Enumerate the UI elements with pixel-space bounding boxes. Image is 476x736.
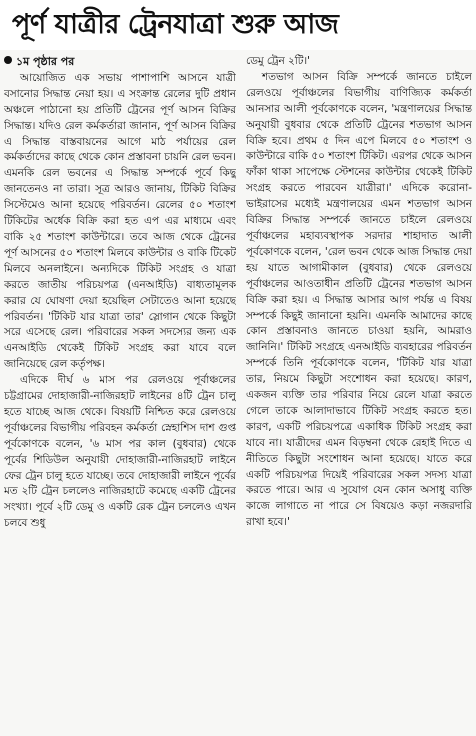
paragraph: আয়োজিত এক সভায় পাশাপাশি আসনে যাত্রী বসানোর সিদ্ধান্ত নেয়া হয়। এ সংক্রান্ত রেলের দুটি প্রধান অঞ্চলে পাঠানো হয় প্রতিটি ট্রেনের পূর্ণ আসন বিক্রির সিদ্ধান্ত। যদিও রেল কর্মকর্তারা জানান, পূর্ণ আসন বিক্রির এ সিদ্ধান্ত বাস্তবায়নের আগে মাঠ পর্যায়ের রেল কর্মকর্তাদের কাছে থেকে কোন প্রস্তাবনা চায়নি রেল ভবন। এমনকি রেল ভবনের এ সিদ্ধান্ত সম্পর্কে পূর্বে কিছু জানতেনও না তারা। সূত্র আরও জানায়, টিকিট বিক্রির সিস্টেমেও আনা হয়েছে পরিবর্তন। রেলের ৫০ শতাংশ টিকিটের অর্ধেক বিক্রি করা হত এপ এর মাধ্যমে এবং বাকি ২৫ শতাংশ কাউন্টারে। তবে আজ থেকে ট্রেনের পূর্ণ আসনের ৫০ শতাংশ মিলবে কাউন্টার ও বাকি টিকেট মিলবে অনলাইনে। অন্যদিকে টিকিট সংগ্রহ ও যাত্রা করতে জাতীয় পরিচয়পত্র (এনআইডি) বাধ্যতামূলক করার যে ঘোষণা দেয়া হয়েছিল সেটাতেও আনা হয়েছে পরিবর্তন। 'টিকিট যার যাত্রা তার' স্লোগান থেকে কিছুটা সরে এসেছে রেল। পরিবারের সকল সদস্যের জন্য এক এনআইডি থেকেই টিকিট সংগ্রহ করা যাবে বলে জানিয়েছে রেল কর্তৃপক্ষ। <box>4 71 236 371</box>
article-column-right <box>246 54 472 734</box>
paragraph: ডেমু ট্রেন ২টি।' <box>246 55 310 67</box>
paragraph: শতভাগ আসন বিক্রি সম্পর্কে জানতে চাইলে রেলওয়ে পূর্বাঞ্চলের বিভাগীয় বাণিজ্যিক কর্মকর্তা আনসার আলী পূর্বকোণকে বলেন, 'মন্ত্রণালয়ের সিদ্ধান্ত অনুযায়ী বুধবার থেকে প্রতিটি ট্রেনের শতভাগ আসন বিক্রি হবে। প্রথম ৫ দিন এপে মিলবে ৫০ শতাংশ ও কাউন্টারে বাকি ৫০ শতাংশ টিকিট। এরপর থেকে আসন ফাঁকা থাকা সাপেক্ষে স্টেশনের কাউন্টার থেকেই টিকিট সংগ্রহ করতে পারবেন যাত্রীরা।' এদিকে করোনা-ভাইরাসের মধ্যেই মন্ত্রণালয়ের এমন শতভাগ আসন বিক্রির সিদ্ধান্ত সম্পর্কে জানতে চাইলে রেলওয়ে পূর্বাঞ্চলের মহাব্যবস্থাপক সরদার শাহাদাত আলী পূর্বকোণকে বলেন, 'রেল ভবন থেকে আজ সিদ্ধান্ত দেয়া হয় যাতে আগামীকাল (বুধবার) থেকে রেলওয়ে পূর্বাঞ্চলের আওতাধীন প্রতিটি ট্রেনের শতভাগ আসন বিক্রি করা হয়। এ সিদ্ধান্ত আসার আগ পর্যন্ত এ বিষয় সম্পর্কে কিছুই জানানো হয়নি। এমনকি আমাদের কাছে কোন প্রস্তাবনাও জানতে চাওয়া হয়নি, আমরাও জানিনি।' টিকিট সংগ্রহে এনআইডি ব্যবহারের পরিবর্তন সম্পর্কে তিনি পূর্বকোণকে বলেন, 'টিকিট যার যাত্রা তার, নিয়মে কিছুটা সংশোধন করা হয়েছে। কারণ, একজন ব্যক্তি তার পরিবার নিয়ে রেলে যাত্রা করতে গেলে তাকে আলাদাভাবে টিকিট সংগ্রহ করতে হত। কারণ, একটি পরিচয়পত্রে একাধিক টিকিট সংগ্রহ করা যাবে না। যাত্রীদের এমন বিড়ম্বনা থেকে রেহাই দিতে এ নীতিতে কিছুটা সংশোধন আনা হয়েছে। যাতে করে একটি পরিচয়পত্র দিয়েই পরিবারের সকল সদস্য যাত্রা করতে পারে। আর এ সুযোগ যেন কোন অসাধু ব্যক্তি কাজে লাগাতে না পারে সে বিষয়েও কড়া নজরদারি রাখা হবে।' <box>246 70 472 529</box>
bullet-icon <box>4 56 12 64</box>
headline: পূর্ণ যাত্রীর ট্রেনযাত্রা শুরু আজ <box>0 0 476 50</box>
paragraph: এদিকে দীর্ঘ ৬ মাস পর রেলওয়ে পূর্বাঞ্চলের চট্টগ্রামের দোহাজারী-নাজিরহাট লাইনের ৪টি ট্রেন চালু হতে যাচ্ছে আজ থেকে। বিষয়টি নিশ্চিত করে রেলওয়ে পূর্বাঞ্চলের বিভাগীয় পরিবহন কর্মকর্তা স্নেহাশিস দাশ গুপ্ত পূর্বকোণকে বলেন, '৬ মাস পর কাল (বুধবার) থেকে পূর্বের শিডিউল অনুযায়ী দোহাজারী-নাজিরহাট লাইনে ফের ট্রেন চালু হতে যাচ্ছে। তবে দোহাজারী লাইনে পূর্বের মত ২টি ট্রেন চললেও নাজিরহাটে কমেছে একটি ট্রেনের সংখ্যা। পূর্বে ২টি ডেমু ও একটি রেক ট্রেন চললেও এখন চলবে শুধু <box>4 374 236 530</box>
continuation-marker <box>4 54 236 70</box>
article-column-left <box>4 54 236 734</box>
continuation-label: ১ম পৃষ্ঠার পর <box>16 55 75 68</box>
